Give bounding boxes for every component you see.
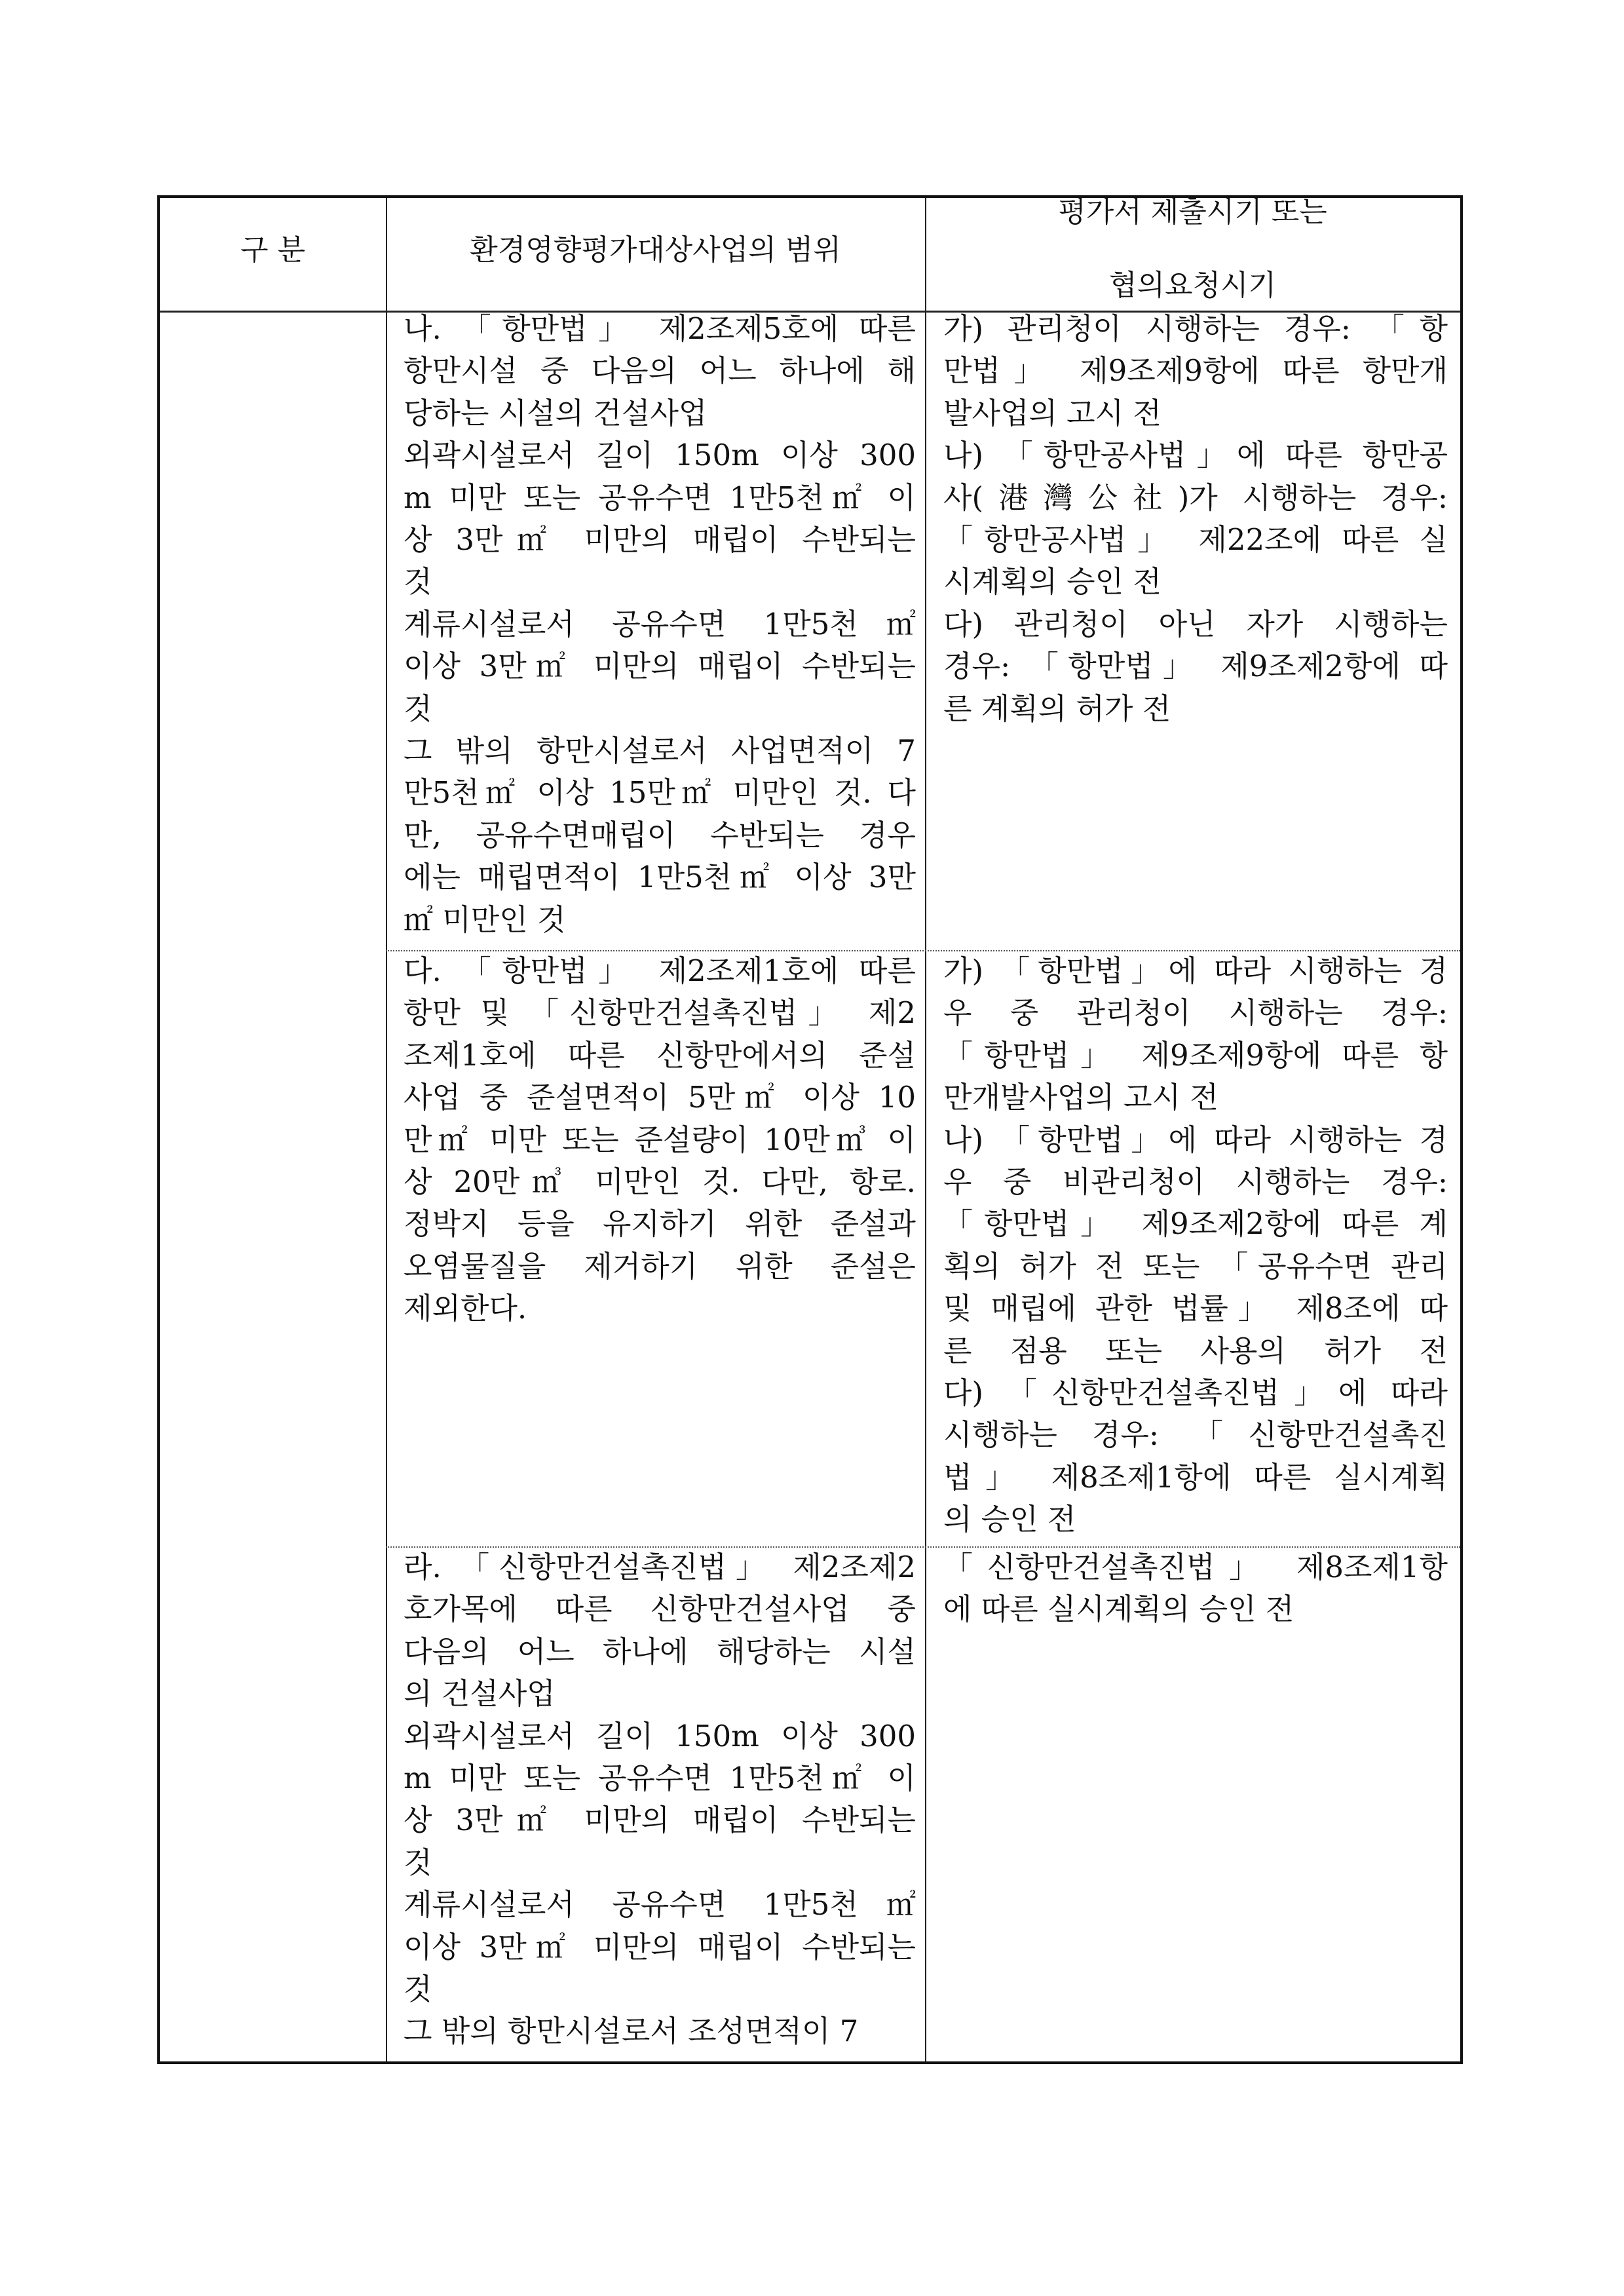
text-line: 만법」 제9조제9항에 따른 항만개	[943, 353, 1448, 389]
text-line: 사(港灣公社)가 시행하는 경우:	[943, 480, 1448, 515]
header-category: 구 분	[240, 233, 305, 267]
text-line: 의 건설사업	[404, 1676, 556, 1712]
text-line: 것	[404, 691, 432, 726]
text-line: 다) 「신항만건설촉진법」에 따라	[943, 1375, 1448, 1411]
regulation-table	[157, 195, 1463, 2064]
text-line: 제외한다.	[404, 1291, 527, 1326]
text-line: 외곽시설로서 길이 150m 이상 300	[404, 1718, 916, 1753]
text-line: 그 밖의 항만시설로서 사업면적이 7	[404, 733, 916, 769]
text-line: 만5천㎡ 이상 15만㎡ 미만인 것. 다	[404, 775, 916, 811]
text-line: 시계획의 승인 전	[943, 564, 1161, 600]
row-3-scope	[404, 1546, 916, 2053]
text-line: 른 점용 또는 사용의 허가 전	[943, 1333, 1448, 1368]
text-line: 것	[404, 564, 432, 600]
text-line: 상 3만㎡ 미만의 매립이 수반되는	[404, 522, 916, 558]
row-2-scope	[404, 950, 916, 1330]
text-line: ㎡ 미만인 것	[404, 902, 566, 937]
text-line: 다) 관리청이 아닌 자가 시행하는	[943, 606, 1448, 641]
text-line: 사업 중 준설면적이 5만㎡ 이상 10	[404, 1080, 916, 1115]
text-line: 우 중 비관리청이 시행하는 경우:	[943, 1164, 1448, 1200]
text-line: 정박지 등을 유지하기 위한 준설과	[404, 1206, 916, 1242]
text-line: 것	[404, 1845, 432, 1880]
text-line: 나) 「항만법」에 따라 시행하는 경	[943, 1122, 1448, 1157]
header-scope: 환경영향평가대상사업의 범위	[470, 233, 841, 267]
text-line: 가) 「항만법」에 따라 시행하는 경	[943, 953, 1448, 988]
text-line: 다. 「항만법」 제2조제1호에 따른	[404, 953, 916, 988]
text-line: 만, 공유수면매립이 수반되는 경우	[404, 817, 916, 852]
text-line: 외곽시설로서 길이 150m 이상 300	[404, 438, 916, 473]
text-line: 계류시설로서 공유수면 1만5천㎡	[404, 606, 916, 641]
text-line: 나) 「항만공사법」에 따른 항만공	[943, 438, 1448, 473]
row-3-timing	[943, 1546, 1448, 1631]
text-line: 「신항만건설촉진법」 제8조제1항	[943, 1550, 1448, 1584]
text-line: 상 3만㎡ 미만의 매립이 수반되는	[404, 1803, 916, 1838]
text-line: 「항만법」 제9조제9항에 따른 항	[943, 1037, 1448, 1073]
text-line: 및 매립에 관한 법률」 제8조에 따	[943, 1291, 1448, 1326]
text-line: 호가목에 따른 신항만건설사업 중	[404, 1592, 916, 1627]
text-line: 계류시설로서 공유수면 1만5천㎡	[404, 1887, 916, 1923]
text-line: 「항만법」 제9조제2항에 따른 계	[943, 1206, 1448, 1242]
text-line: 조제1호에 따른 신항만에서의 준설	[404, 1037, 916, 1073]
text-line: 시행하는 경우: 「신항만건설촉진	[943, 1417, 1448, 1453]
text-line: 른 계획의 허가 전	[943, 691, 1171, 726]
header-timing-line1: 평가서 제출시기 또는	[1058, 195, 1327, 229]
text-line: 만개발사업의 고시 전	[943, 1080, 1218, 1115]
header-timing-line2: 협의요청시기	[1108, 269, 1277, 302]
row-1-scope	[404, 308, 916, 941]
text-line: 만㎡ 미만 또는 준설량이 10만㎥ 이	[404, 1122, 916, 1157]
text-line: 오염물질을 제거하기 위한 준설은	[404, 1248, 916, 1284]
text-line: 획의 허가 전 또는 「공유수면 관리	[943, 1248, 1448, 1284]
text-line: 것	[404, 1972, 432, 2007]
text-line: 그 밖의 항만시설로서 조성면적이 7	[404, 2014, 859, 2049]
text-line: 다음의 어느 하나에 해당하는 시설	[404, 1634, 916, 1669]
text-line: 라. 「신항만건설촉진법」 제2조제2	[404, 1550, 916, 1584]
text-line: 항만시설 중 다음의 어느 하나에 해	[404, 353, 916, 389]
text-line: 나. 「항만법」 제2조제5호에 따른	[404, 311, 916, 346]
text-line: 경우: 「항만법」 제9조제2항에 따	[943, 649, 1448, 684]
text-line: m 미만 또는 공유수면 1만5천㎡ 이	[404, 480, 916, 515]
text-line: 상 20만㎥ 미만인 것. 다만, 항로.	[404, 1164, 916, 1200]
text-line: 항만 및 「신항만건설촉진법」 제2	[404, 995, 916, 1031]
text-line: 의 승인 전	[943, 1502, 1076, 1537]
text-line: m 미만 또는 공유수면 1만5천㎡ 이	[404, 1761, 916, 1796]
text-line: 「항만공사법」 제22조에 따른 실	[943, 522, 1448, 558]
text-line: 이상 3만㎡ 미만의 매립이 수반되는	[404, 649, 916, 684]
text-line: 에 따른 실시계획의 승인 전	[943, 1592, 1294, 1627]
column-divider	[925, 198, 926, 2061]
text-line: 이상 3만㎡ 미만의 매립이 수반되는	[404, 1929, 916, 1964]
text-line: 에는 매립면적이 1만5천㎡ 이상 3만	[404, 860, 916, 895]
column-divider	[386, 198, 387, 2061]
text-line: 가) 관리청이 시행하는 경우: 「항	[943, 311, 1448, 346]
text-line: 우 중 관리청이 시행하는 경우:	[943, 995, 1448, 1031]
text-line: 당하는 시설의 건설사업	[404, 395, 708, 430]
row-1-timing	[943, 308, 1448, 730]
text-line: 발사업의 고시 전	[943, 395, 1161, 430]
text-line: 법」 제8조제1항에 따른 실시계획	[943, 1459, 1448, 1495]
row-2-timing	[943, 950, 1448, 1541]
